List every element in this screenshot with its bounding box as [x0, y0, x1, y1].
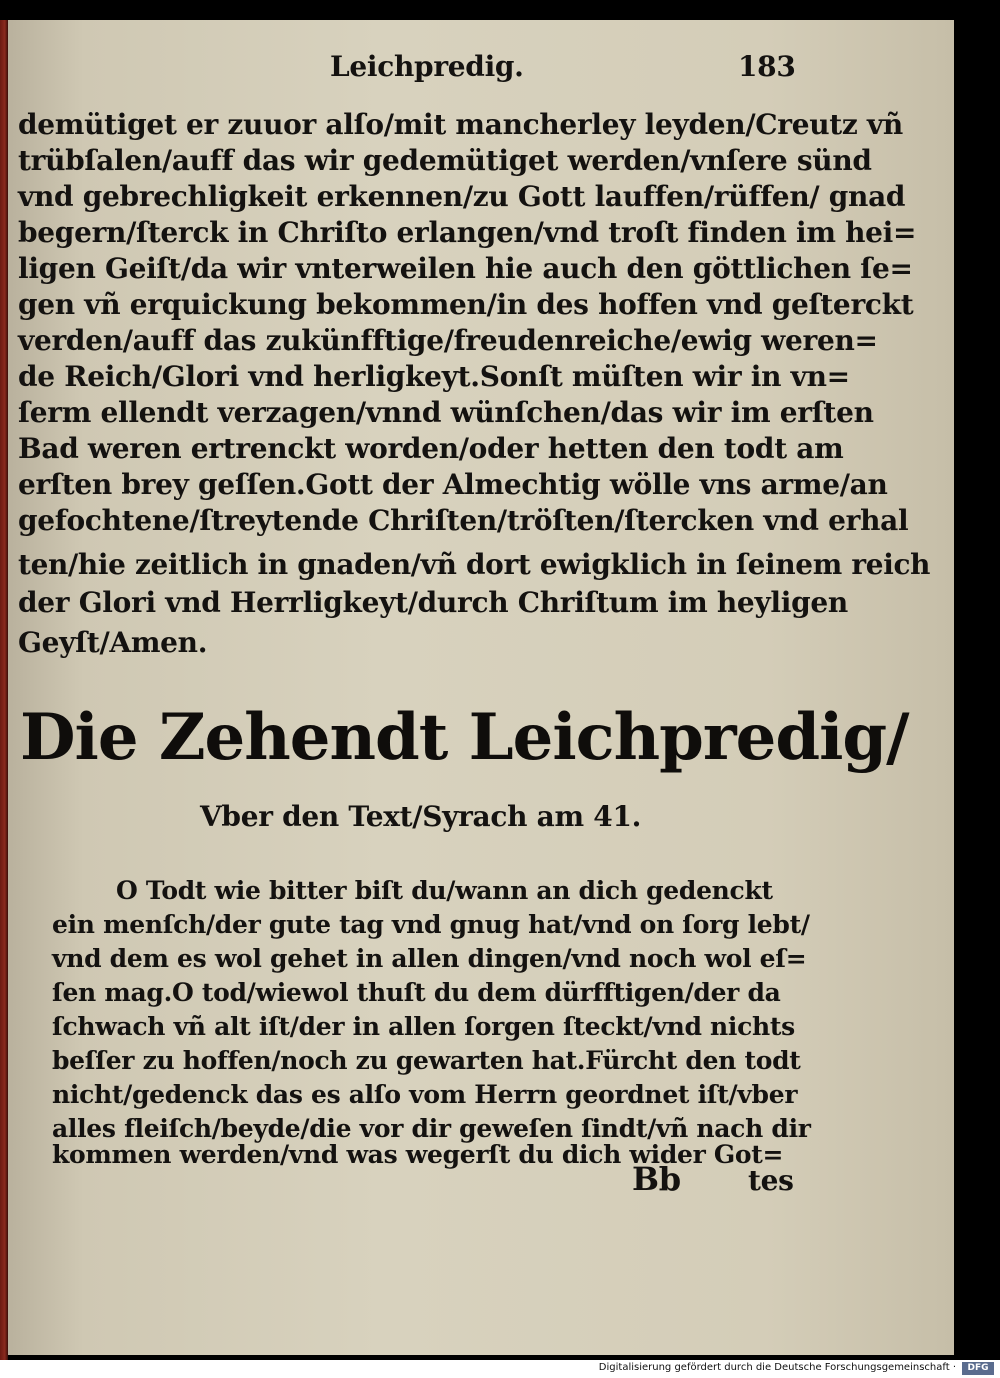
text-line: de Reich/Glori vnd herligkeyt.Sonſt müſten wir in vn=	[18, 360, 850, 393]
funding-credit: Digitalisierung gefördert durch die Deutsche Forschungsgemeinschaft ·	[598, 1362, 956, 1373]
text-line: O Todt wie bitter biſt du/wann an dich gedenckt	[116, 876, 773, 905]
running-head: Leichpredig.	[330, 50, 524, 83]
text-line: ſen mag.O tod/wiewol thuſt du dem dürfftigen/der da	[52, 978, 781, 1007]
page-number: 183	[738, 50, 796, 83]
text-line: der Glori vnd Herrligkeyt/durch Chriſtum im heyligen	[18, 586, 848, 619]
text-line: Geyſt/Amen.	[18, 626, 208, 659]
text-line: erſten brey geſſen.Gott der Almechtig wölle vns arme/an	[18, 468, 888, 501]
text-line: nicht/gedenck das es alſo vom Herrn geordnet iſt/vber	[52, 1080, 798, 1109]
dfg-logo-icon: DFG	[962, 1362, 994, 1375]
text-line: ligen Geiſt/da wir vnterweilen hie auch den göttlichen ſe=	[18, 252, 913, 285]
text-line: ein menſch/der gute tag vnd gnug hat/vnd on ſorg lebt/	[52, 910, 810, 939]
text-line: ſchwach vñ alt iſt/der in allen ſorgen ſteckt/vnd nichts	[52, 1012, 795, 1041]
text-line: alles fleiſch/beyde/die vor dir geweſen ſindt/vñ nach dir	[52, 1114, 811, 1143]
text-line: vnd dem es wol gehet in allen dingen/vnd noch wol eſ=	[52, 944, 807, 973]
text-line: gen vñ erquickung bekommen/in des hoffen vnd geſterckt	[18, 288, 914, 321]
text-line: begern/ſterck in Chriſto erlangen/vnd troſt finden im hei=	[18, 216, 917, 249]
signature-mark: Bb	[632, 1160, 681, 1198]
text-line: verden/auff das zukünfftige/freudenreiche/ewig weren=	[18, 324, 878, 357]
sermon-heading: Die Zehendt Leichpredig/	[20, 700, 909, 775]
text-line: ten/hie zeitlich in gnaden/vñ dort ewigklich in ſeinem reich	[18, 548, 931, 581]
text-line: Bad weren ertrenckt worden/oder hetten den todt am	[18, 432, 844, 465]
text-line: trübſalen/auff das wir gedemütiget werden/vnſere sünd	[18, 144, 872, 177]
text-line: gefochtene/ſtreytende Chriſten/tröſten/ſtercken vnd erhal	[18, 504, 909, 537]
text-line: ſerm ellendt verzagen/vnnd wünſchen/das wir im erſten	[18, 396, 874, 429]
scripture-reference: Vber den Text/Syrach am 41.	[200, 800, 642, 833]
book-edge	[0, 20, 8, 1360]
text-line: kommen werden/vnd was wegerſt du dich wider Got=	[52, 1140, 784, 1169]
catchword: tes	[748, 1164, 794, 1197]
text-line: demütiget er zuuor alſo/mit mancherley leyden/Creutz vñ	[18, 108, 903, 141]
text-line: vnd gebrechligkeit erkennen/zu Gott lauffen/rüffen/ gnad	[18, 180, 906, 213]
text-line: beſſer zu hoffen/noch zu gewarten hat.Fürcht den todt	[52, 1046, 801, 1075]
